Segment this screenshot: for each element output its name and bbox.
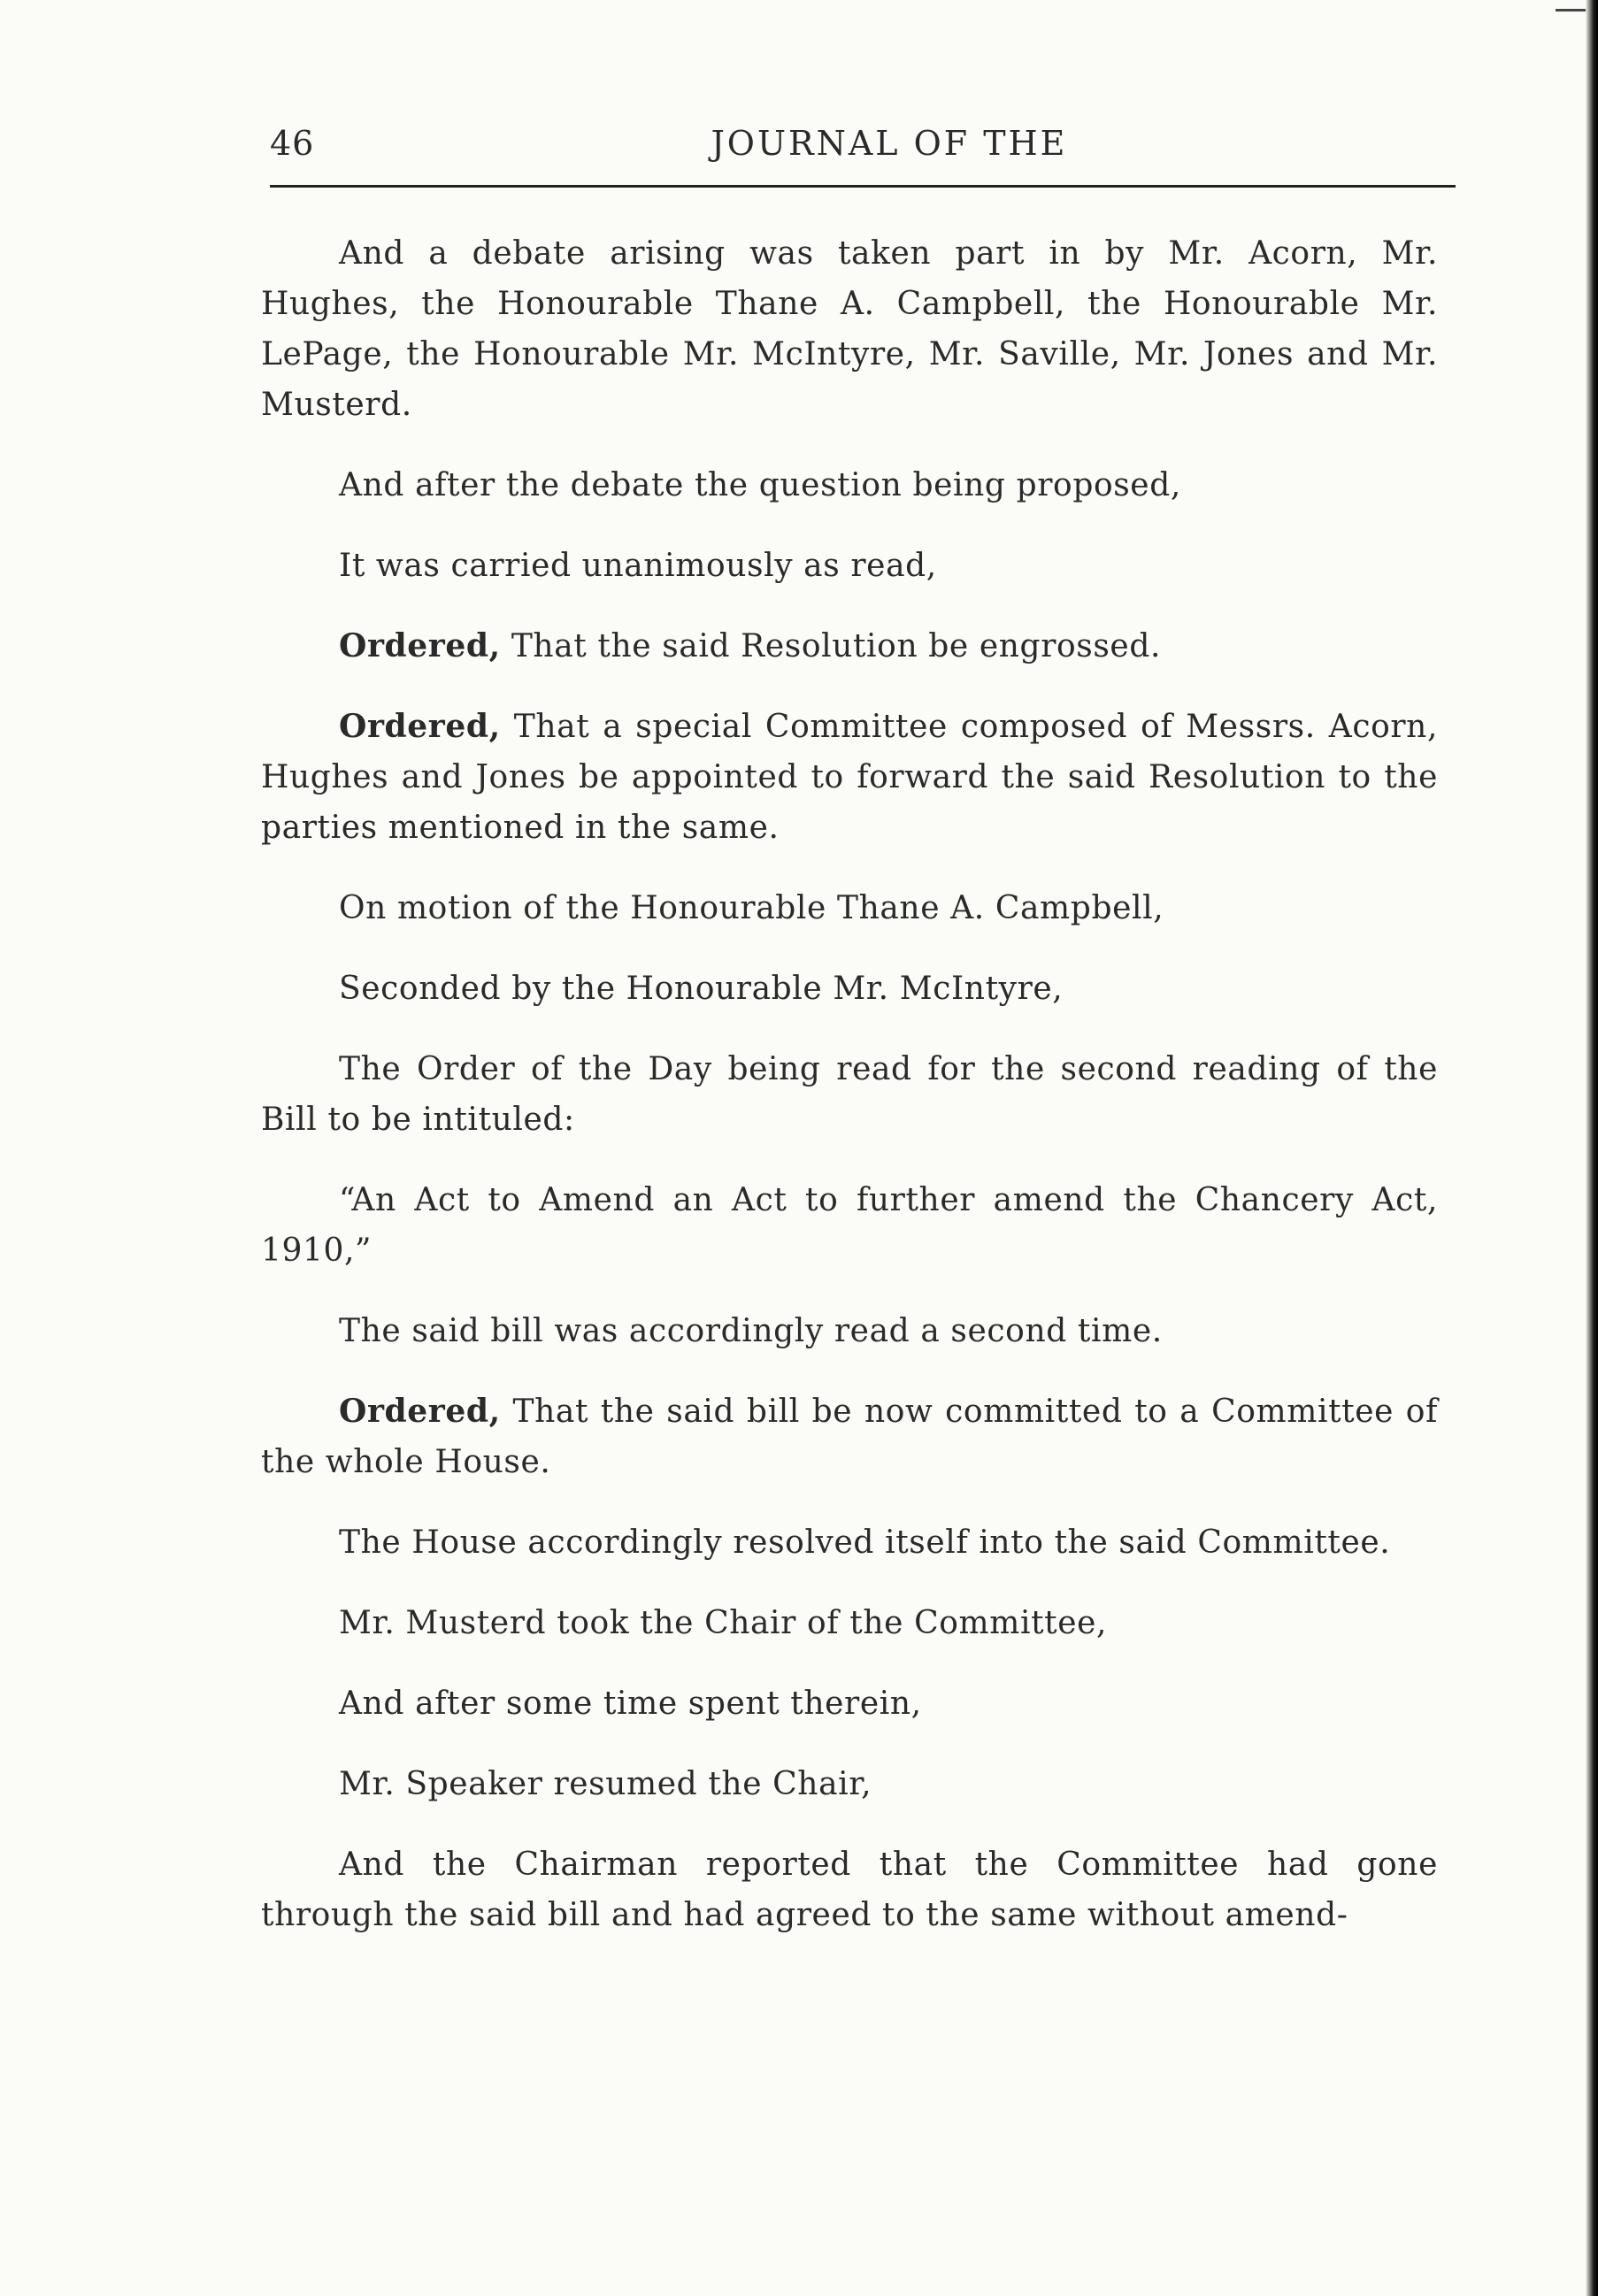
- running-head: JOURNAL OF THE: [711, 124, 1068, 163]
- paragraph-text: And after the debate the question being proposed,: [339, 467, 1181, 503]
- paragraph: [261, 1044, 1438, 1145]
- ordered-label: Ordered,: [339, 1393, 501, 1430]
- paragraph: [261, 1175, 1438, 1276]
- paragraph-text: That the said Resolution be engrossed.: [500, 628, 1162, 664]
- paragraph: [261, 228, 1438, 430]
- header-rule: [270, 185, 1456, 188]
- paragraph: [261, 702, 1438, 853]
- paragraph-text: The said bill was accordingly read a second time.: [339, 1313, 1163, 1349]
- paragraph: [261, 1759, 1438, 1809]
- paragraph: [261, 1517, 1438, 1568]
- paragraph: [261, 883, 1438, 933]
- ordered-label: Ordered,: [339, 708, 501, 745]
- page-edge-shadow: [1586, 0, 1598, 2296]
- paragraph: [261, 460, 1438, 511]
- edge-mark: [1556, 9, 1586, 12]
- paragraph-text: That the said bill be now committed to a Committee of the whole House.: [261, 1394, 1438, 1480]
- paragraph: [261, 1386, 1438, 1487]
- paragraph: [261, 1306, 1438, 1356]
- paragraph: [261, 1678, 1438, 1729]
- paragraph: [261, 1598, 1438, 1648]
- paragraph: [261, 964, 1438, 1014]
- paragraph-text: The Order of the Day being read for the second reading of the Bill to be intituled:: [261, 1051, 1438, 1138]
- ordered-label: Ordered,: [339, 627, 501, 664]
- paragraph-text: Mr. Speaker resumed the Chair,: [339, 1766, 872, 1802]
- paragraph-text: That a special Committee composed of Messrs. Acorn, Hughes and Jones be appointed to forward the said Resolution to the parties mentioned in the same.: [261, 709, 1438, 846]
- paragraph-text: And the Chairman reported that the Committee had gone through the said bill and had agreed to the same without amend-: [261, 1847, 1438, 1933]
- page-number: 46: [270, 124, 315, 163]
- paragraph-text: The House accordingly resolved itself into the said Committee.: [339, 1524, 1391, 1561]
- paragraph-text: “An Act to Amend an Act to further amend the Chancery Act, 1910,”: [261, 1182, 1438, 1269]
- paragraph: [261, 621, 1438, 672]
- journal-body: [261, 228, 1438, 1970]
- paragraph: [261, 541, 1438, 591]
- paragraph-text: It was carried unanimously as read,: [339, 548, 937, 584]
- paragraph: [261, 1839, 1438, 1940]
- paragraph-text: And after some time spent therein,: [339, 1686, 922, 1722]
- page-header: [270, 124, 1456, 168]
- paragraph-text: On motion of the Honourable Thane A. Campbell,: [339, 890, 1164, 926]
- paragraph-text: Seconded by the Honourable Mr. McIntyre,: [339, 971, 1064, 1007]
- paragraph-text: Mr. Musterd took the Chair of the Committee,: [339, 1605, 1108, 1641]
- paragraph-text: And a debate arising was taken part in by Mr. Acorn, Mr. Hughes, the Honourable Thane A. Campbell, the Honourable Mr. LePage, the Honourable Mr. McIntyre, Mr. Saville, Mr. Jones and Mr. Musterd.: [261, 235, 1438, 423]
